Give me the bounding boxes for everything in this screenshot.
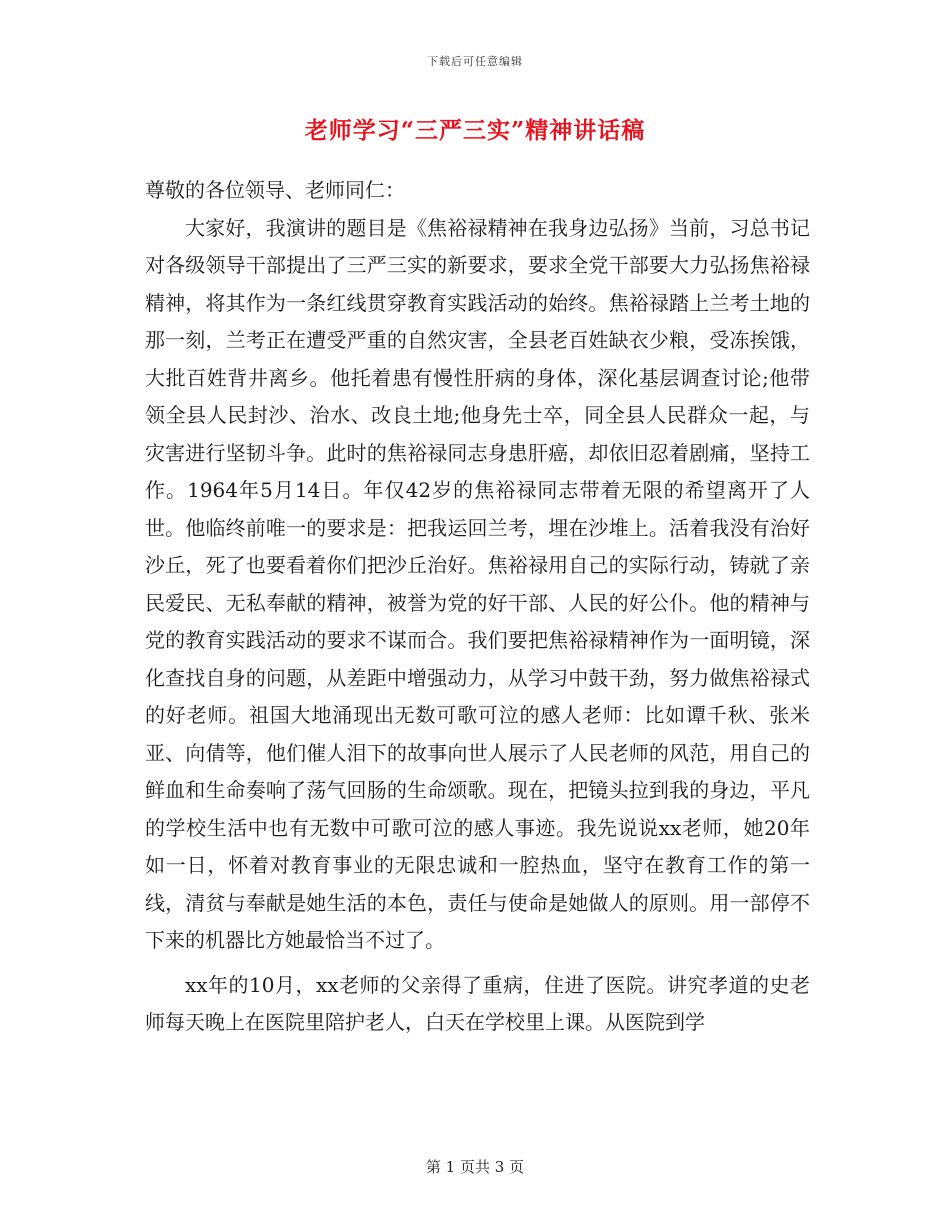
- header-note: 下载后可任意编辑: [427, 55, 523, 68]
- body-paragraph-1: 大家好，我演讲的题目是《焦裕禄精神在我身边弘扬》当前，习总书记对各级领导干部提出了三严三实的新要求，要求全党干部要大力弘扬焦裕禄精神，将其作为一条红线贯穿教育实践活动的始终。焦裕禄踏上兰考土地的那一刻，兰考正在遭受严重的自然灾害，全县老百姓缺衣少粮，受冻挨饿，大批百姓背井离乡。他托着患有慢性肝病的身体，深化基层调查讨论;他带领全县人民封沙、治水、改良土地;他身先士卒，同全县人民群众一起，与灾害进行坚韧斗争。此时的焦裕禄同志身患肝癌，却依旧忍着剧痛，坚持工作。1964年5月14日。年仅42岁的焦裕禄同志带着无限的希望离开了人世。他临终前唯一的要求是：把我运回兰考，埋在沙堆上。活着我没有治好沙丘，死了也要看着你们把沙丘治好。焦裕禄用自己的实际行动，铸就了亲民爱民、无私奉献的精神，被誉为党的好干部、人民的好公仆。他的精神与党的教育实践活动的要求不谋而合。我们要把焦裕禄精神作为一面明镜，深化查找自身的问题，从差距中增强动力，从学习中鼓干劲，努力做焦裕禄式的好老师。祖国大地涌现出无数可歌可泣的感人老师：比如谭千秋、张米亚、向倩等，他们催人泪下的故事向世人展示了人民老师的风范，用自己的鲜血和生命奏响了荡气回肠的生命颂歌。现在，把镜头拉到我的身边，平凡的学校生活中也有无数中可歌可泣的感人事迹。我先说说xx老师，她20年如一日，怀着对教育事业的无限忠诚和一腔热血，坚守在教育工作的第一线，清贫与奉献是她生活的本色，责任与使命是她做人的原则。用一部停不下来的机器比方她最恰当不过了。: [145, 215, 810, 952]
- document-title: 老师学习“三严三实”精神讲话稿: [304, 117, 646, 144]
- salutation: 尊敬的各位领导、老师同仁：: [145, 178, 405, 202]
- document-body: [145, 172, 810, 1042]
- body-paragraph-2: xx年的10月，xx老师的父亲得了重病，住进了医院。讲究孝道的史老师每天晚上在医院里陪护老人，白天在学校里上课。从医院到学: [145, 972, 810, 1034]
- page-number-footer: 第 1 页共 3 页: [425, 1158, 525, 1176]
